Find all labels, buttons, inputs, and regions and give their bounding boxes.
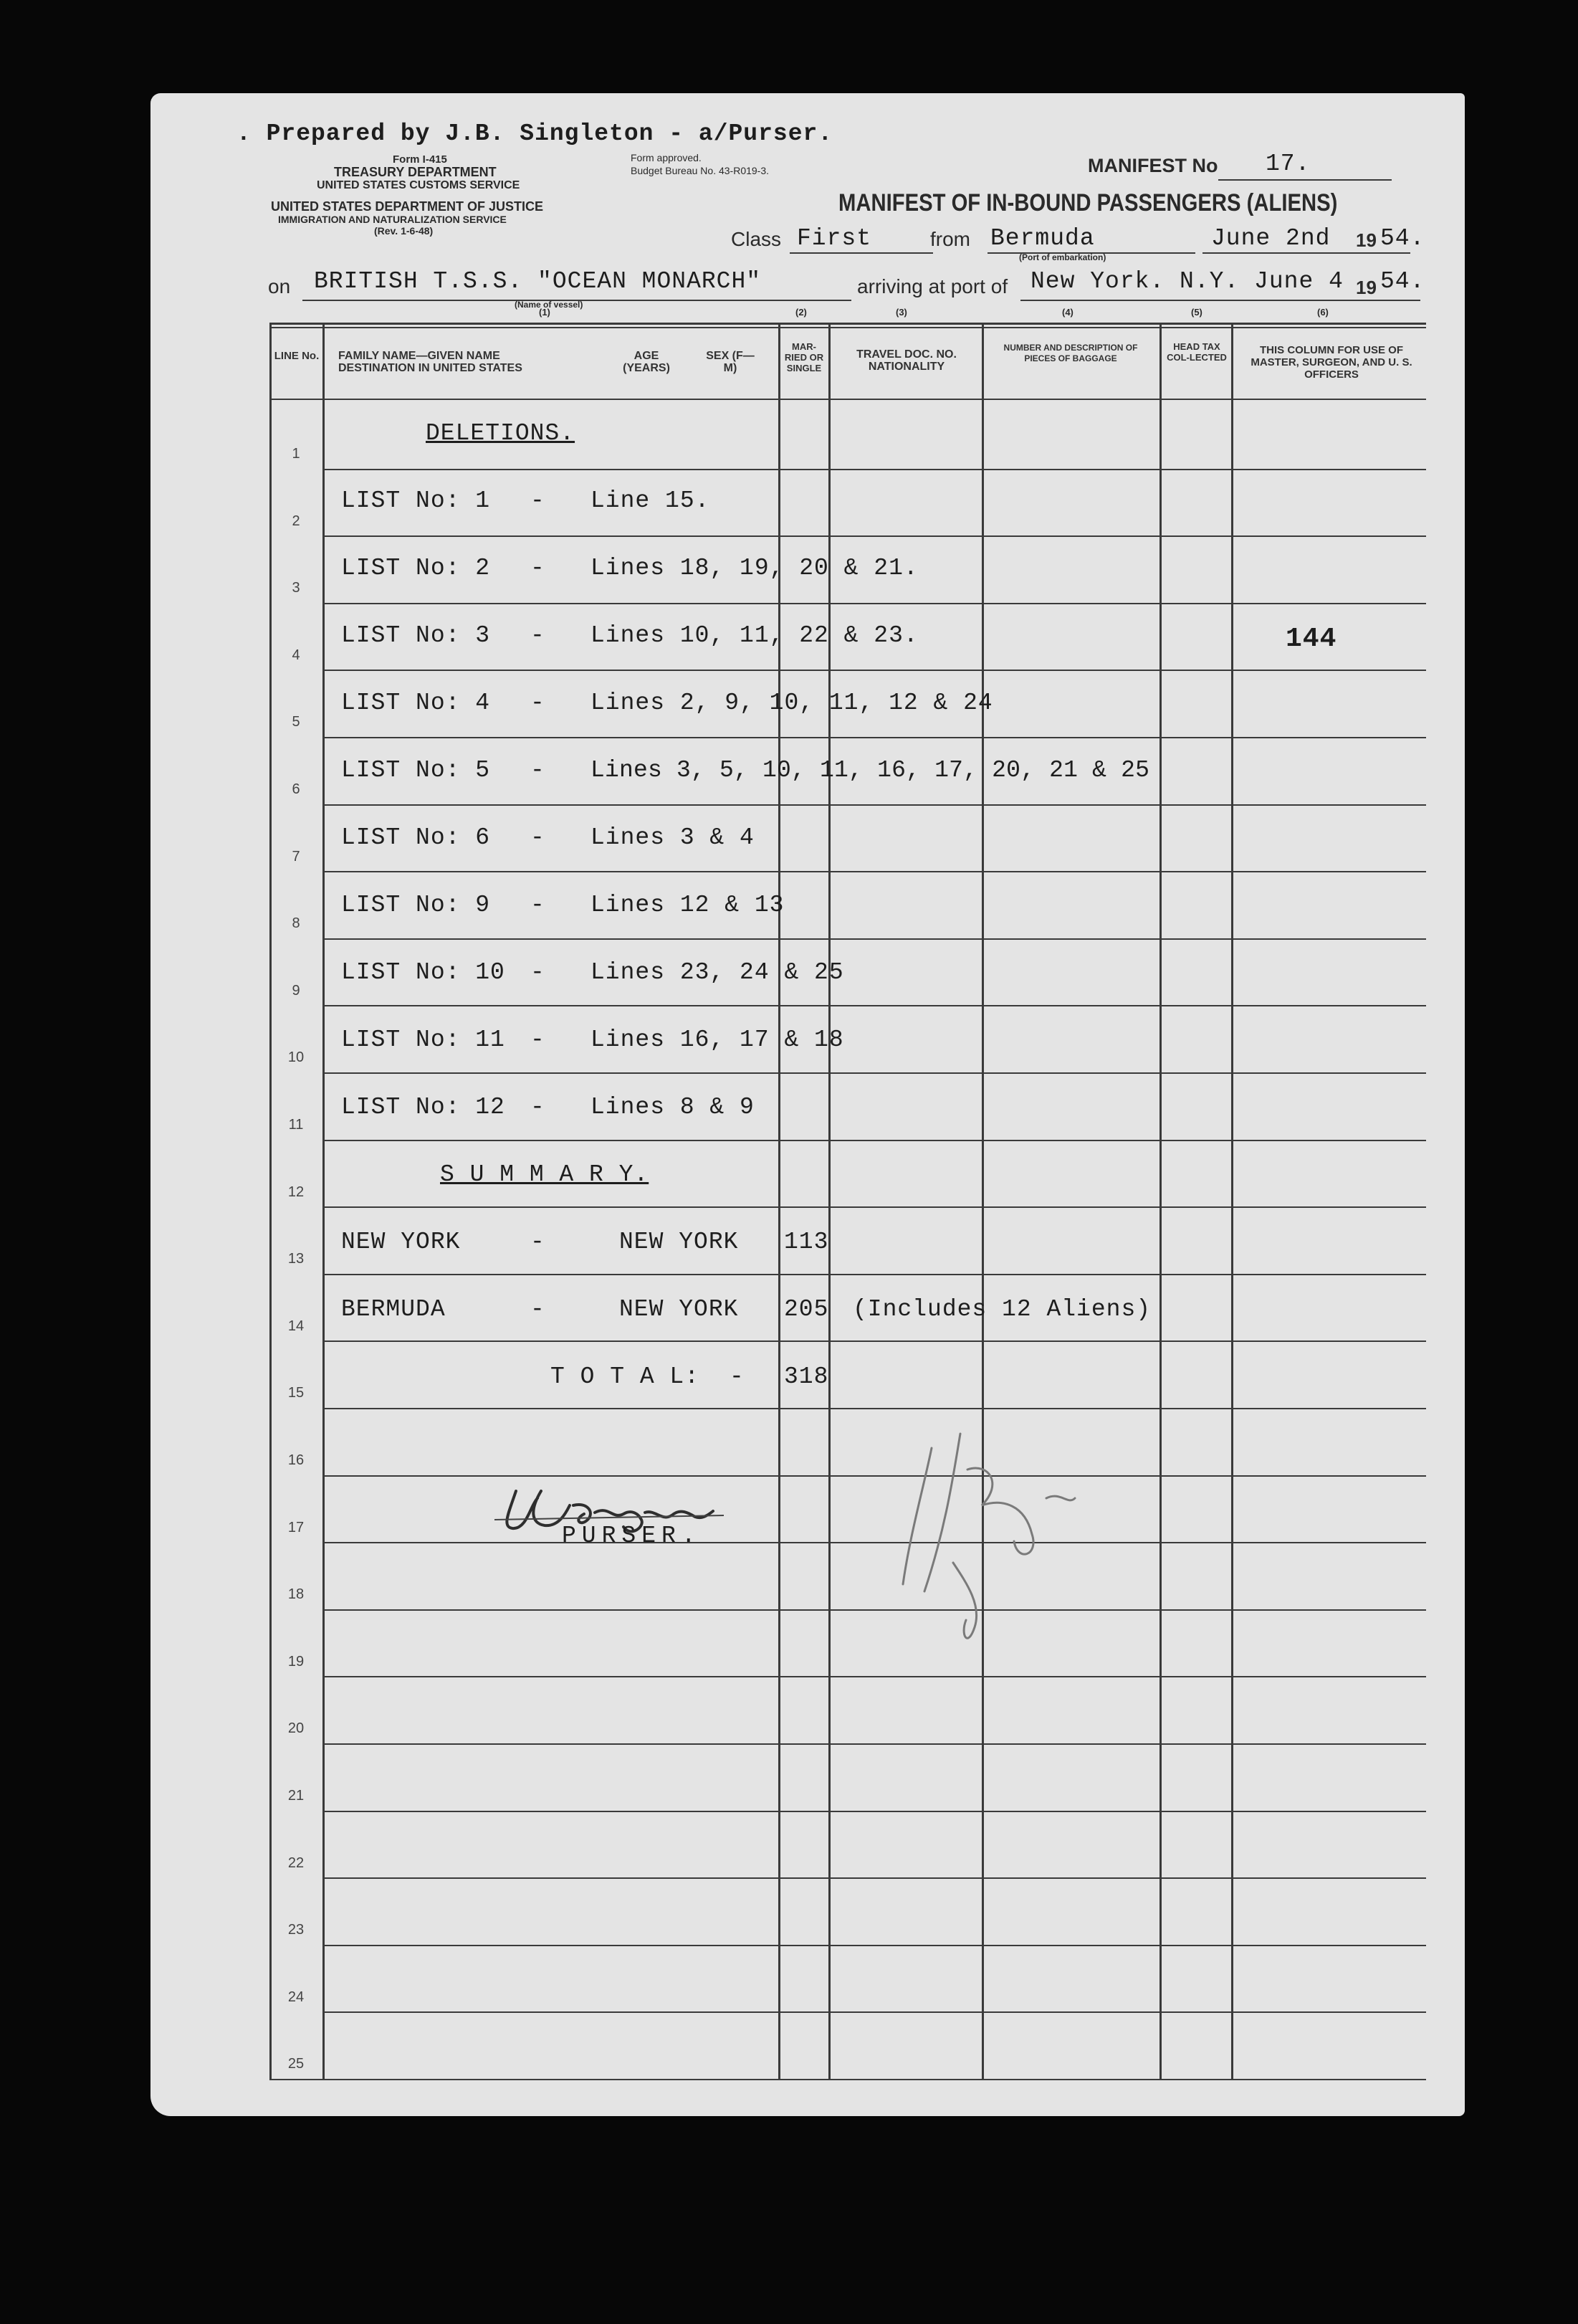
manifest-page — [150, 93, 1465, 2116]
line-number: 21 — [287, 1788, 305, 1804]
sex-header: SEX (F—M) — [706, 350, 755, 374]
customs-service: UNITED STATES CUSTOMS SERVICE — [317, 179, 520, 191]
line-number: 6 — [292, 781, 300, 797]
class-label: Class — [731, 228, 782, 250]
immigration-service: IMMIGRATION AND NATURALIZATION SERVICE — [278, 214, 507, 225]
on-label: on — [268, 275, 291, 297]
row-rule — [322, 535, 1426, 537]
deletion-lines: Lines 10, 11, 22 & 23. — [590, 622, 919, 649]
line-number: 15 — [287, 1385, 305, 1401]
class-value: First — [797, 225, 872, 252]
row-rule — [322, 469, 1426, 470]
summary-destination: NEW YORK — [619, 1296, 739, 1323]
table-left-border — [269, 323, 272, 2080]
manifest-no-label: MANIFEST No — [1088, 155, 1218, 176]
from-value: Bermuda — [990, 225, 1095, 252]
arrival-year: 54. — [1380, 268, 1425, 295]
deletion-list-number: LIST No: 12 — [341, 1094, 505, 1120]
line-number: 16 — [287, 1452, 305, 1468]
row-rule — [322, 1140, 1426, 1141]
deletion-list-number: LIST No: 9 — [341, 892, 491, 918]
deletion-lines: Lines 3 & 4 — [590, 824, 755, 851]
column-divider — [1159, 323, 1162, 2080]
row-rule — [322, 1340, 1426, 1342]
summary-destination: NEW YORK — [619, 1229, 739, 1255]
head-tax-header: HEAD TAX COL-LECTED — [1167, 341, 1227, 363]
line-number: 20 — [287, 1720, 305, 1736]
row-rule — [322, 938, 1426, 940]
summary-count: 205 — [784, 1296, 829, 1323]
line-number: 18 — [287, 1586, 305, 1602]
deletion-lines: Lines 16, 17 & 18 — [590, 1027, 844, 1053]
line-number: 7 — [292, 849, 300, 865]
line-number: 8 — [292, 915, 300, 931]
total-value: 318 — [784, 1363, 829, 1390]
manifest-number: 17. — [1266, 151, 1311, 177]
table-top-rule — [269, 327, 1426, 328]
column-divider — [322, 323, 325, 2080]
travel-doc-header: TRAVEL DOC. NO. NATIONALITY — [856, 348, 957, 373]
deletion-dash: - — [530, 824, 545, 851]
line-number: 5 — [292, 714, 300, 730]
deletion-list-number: LIST No: 1 — [341, 487, 491, 514]
treasury-department: TREASURY DEPARTMENT — [334, 165, 497, 179]
deletion-lines: Lines 2, 9, 10, 11, 12 & 24 — [590, 690, 993, 716]
line-number: 24 — [287, 1989, 305, 2005]
row-rule — [322, 1274, 1426, 1275]
column-number: (5) — [1191, 307, 1202, 318]
officer-annotation: 144 — [1286, 624, 1337, 654]
line-number: 10 — [287, 1049, 305, 1065]
deletion-dash: - — [530, 1027, 545, 1053]
form-approved: Form approved. — [631, 152, 702, 163]
summary-origin: BERMUDA — [341, 1296, 446, 1323]
column-divider — [1231, 323, 1233, 2080]
department-of-justice: UNITED STATES DEPARTMENT OF JUSTICE — [271, 199, 544, 214]
table-bottom-rule — [269, 2079, 1426, 2080]
arriving-label: arriving at port of — [857, 275, 1008, 297]
row-rule — [322, 804, 1426, 806]
line-number: 19 — [287, 1654, 305, 1670]
total-dash: - — [730, 1363, 745, 1390]
deletion-dash: - — [530, 622, 545, 649]
row-rule — [322, 1005, 1426, 1006]
age-header: AGE (YEARS) — [623, 350, 670, 374]
line-number: 13 — [287, 1251, 305, 1267]
officer-signature — [881, 1419, 1182, 1677]
row-rule — [322, 1206, 1426, 1208]
column-number: (1) — [539, 307, 550, 318]
row-rule — [322, 1811, 1426, 1812]
deletion-lines: Lines 12 & 13 — [590, 892, 785, 918]
line-number: 22 — [287, 1855, 305, 1871]
deletion-dash: - — [530, 555, 545, 581]
row-rule — [322, 603, 1426, 604]
line-no-header: LINE No. — [274, 350, 320, 362]
line-number: 4 — [292, 647, 300, 663]
row-rule — [322, 871, 1426, 872]
port-caption: (Port of embarkation) — [1019, 252, 1106, 262]
married-header: MAR-RIED OR SINGLE — [784, 341, 824, 373]
row-rule — [322, 1945, 1426, 1946]
row-rule — [322, 1408, 1426, 1409]
deletions-heading: DELETIONS. — [426, 420, 575, 447]
column-divider — [778, 323, 780, 2080]
row-rule — [322, 737, 1426, 738]
row-rule — [322, 2011, 1426, 2013]
deletion-list-number: LIST No: 6 — [341, 824, 491, 851]
row-rule — [322, 1877, 1426, 1879]
deletion-list-number: LIST No: 3 — [341, 622, 491, 649]
from-label: from — [930, 228, 970, 250]
row-rule — [322, 670, 1426, 671]
summary-note: (Includes 12 Aliens) — [853, 1296, 1152, 1323]
line-number: 23 — [287, 1922, 305, 1938]
arrival-port-date: New York. N.Y. June 4 — [1031, 268, 1344, 295]
summary-dash: - — [530, 1229, 545, 1255]
column-divider — [982, 323, 984, 2080]
column-number: (6) — [1317, 307, 1329, 318]
column-divider — [828, 323, 831, 2080]
line-number: 3 — [292, 580, 300, 596]
purser-label: PURSER. — [562, 1523, 702, 1549]
vessel-name: BRITISH T.S.S. "OCEAN MONARCH" — [314, 268, 762, 295]
vessel-caption: (Name of vessel) — [515, 300, 583, 310]
arrival-year-prefix: 19 — [1356, 277, 1377, 298]
prepared-by-line: . Prepared by J.B. Singleton - a/Purser. — [236, 120, 833, 147]
deletion-dash: - — [530, 959, 545, 986]
row-rule — [322, 1072, 1426, 1074]
deletion-dash: - — [530, 690, 545, 716]
line-number: 12 — [287, 1184, 305, 1200]
year-prefix: 19 — [1356, 229, 1377, 251]
row-rule — [322, 1743, 1426, 1745]
summary-count: 113 — [784, 1229, 829, 1255]
deletion-dash: - — [530, 487, 545, 514]
deletion-lines: Lines 3, 5, 10, 11, 16, 17, 20, 21 & 25 — [590, 757, 1150, 784]
deletion-dash: - — [530, 757, 545, 784]
year-value: 54. — [1380, 225, 1425, 252]
line-number: 11 — [288, 1117, 304, 1133]
manifest-title: MANIFEST OF IN-BOUND PASSENGERS (ALIENS) — [838, 189, 1338, 216]
header-bottom-rule — [269, 399, 1426, 400]
baggage-header: NUMBER AND DESCRIPTION OF PIECES OF BAGGAGE — [1003, 343, 1138, 363]
budget-bureau-number: Budget Bureau No. 43-R019-3. — [631, 165, 770, 176]
summary-heading: S U M M A R Y. — [440, 1161, 649, 1188]
line-number: 9 — [292, 983, 300, 999]
form-number: Form I-415 — [393, 153, 447, 166]
deletion-list-number: LIST No: 2 — [341, 555, 491, 581]
column-number: (3) — [896, 307, 907, 318]
deletion-list-number: LIST No: 10 — [341, 959, 505, 986]
total-label: T O T A L: — [550, 1363, 700, 1390]
table-top-rule — [269, 323, 1426, 325]
deletion-list-number: LIST No: 11 — [341, 1027, 505, 1053]
column-number: (2) — [795, 307, 807, 318]
officers-header: THIS COLUMN FOR USE OF MASTER, SURGEON, AND U. S. OFFICERS — [1251, 344, 1412, 381]
deletion-dash: - — [530, 892, 545, 918]
summary-dash: - — [530, 1296, 545, 1323]
departure-date: June 2nd — [1211, 225, 1331, 252]
column-number: (4) — [1062, 307, 1073, 318]
name-header: FAMILY NAME—GIVEN NAME DESTINATION IN UNITED STATES — [338, 350, 522, 374]
deletion-list-number: LIST No: 4 — [341, 690, 491, 716]
row-rule — [322, 1676, 1426, 1677]
deletion-list-number: LIST No: 5 — [341, 757, 491, 784]
deletion-dash: - — [530, 1094, 545, 1120]
summary-origin: NEW YORK — [341, 1229, 461, 1255]
row-rule — [322, 1609, 1426, 1611]
deletion-lines: Line 15. — [590, 487, 710, 514]
revision-date: (Rev. 1-6-48) — [374, 225, 434, 237]
line-number: 25 — [287, 2056, 305, 2072]
deletion-lines: Lines 18, 19, 20 & 21. — [590, 555, 919, 581]
line-number: 2 — [292, 513, 300, 529]
deletion-lines: Lines 8 & 9 — [590, 1094, 755, 1120]
deletion-lines: Lines 23, 24 & 25 — [590, 959, 844, 986]
line-number: 1 — [292, 446, 300, 462]
line-number: 14 — [287, 1318, 305, 1334]
line-number: 17 — [287, 1520, 305, 1535]
